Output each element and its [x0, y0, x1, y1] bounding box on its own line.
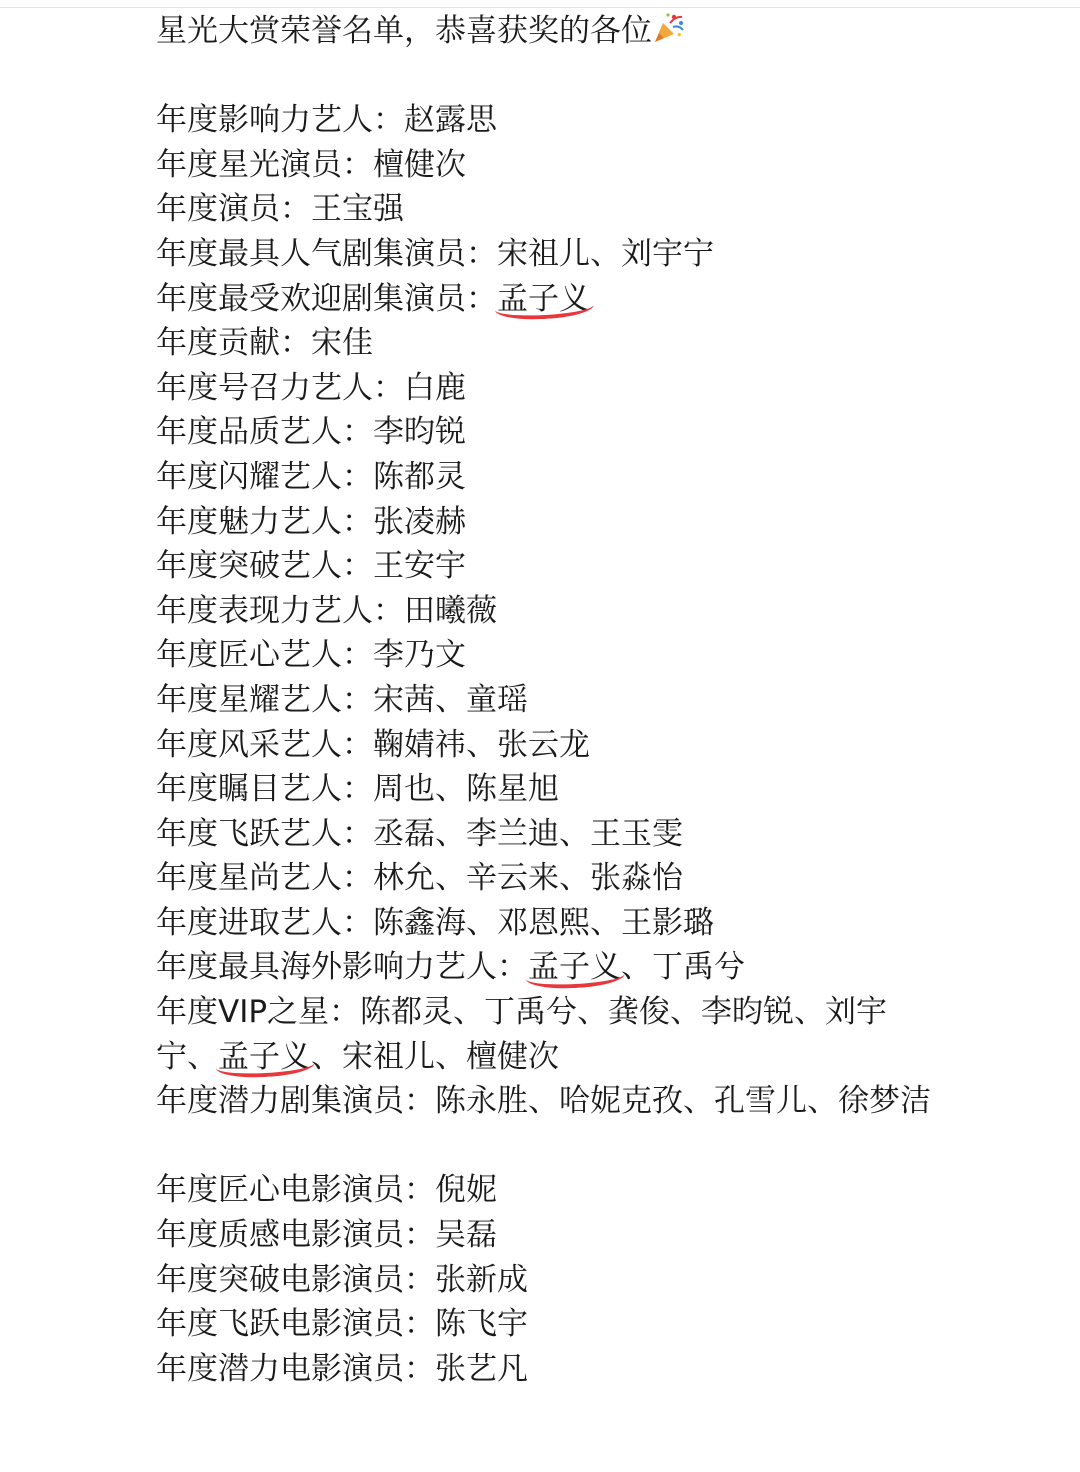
award-title: 年度星尚艺人：	[156, 860, 373, 897]
winner-name: 陈飞宇	[435, 1306, 528, 1343]
award-title: 年度演员：	[156, 191, 311, 228]
award-vip	[156, 990, 956, 1079]
separator: 、	[466, 726, 497, 763]
award-title: 年度星光演员：	[156, 146, 373, 183]
award-row	[156, 500, 956, 545]
winner-name: 丞磊	[373, 815, 435, 852]
award-row	[156, 277, 956, 322]
winner-name: 宋佳	[311, 325, 373, 362]
top-border	[0, 0, 1080, 8]
winner-name: 宋茜	[373, 681, 435, 718]
award-list-film	[156, 1168, 956, 1391]
award-row	[156, 812, 956, 857]
winner-name: 李兰迪	[466, 815, 559, 852]
award-row	[156, 589, 956, 634]
award-title: 年度贡献：	[156, 325, 311, 362]
separator: 、	[311, 1038, 342, 1075]
award-row	[156, 544, 956, 589]
award-row	[156, 723, 956, 768]
winner-name: 檀健次	[373, 146, 466, 183]
winner-name: 宋祖儿	[497, 235, 590, 272]
separator: 、	[559, 815, 590, 852]
award-title: 年度飞跃艺人：	[156, 815, 373, 852]
winner-name: 王玉雯	[590, 815, 683, 852]
award-row	[156, 1347, 956, 1392]
separator: 、	[435, 681, 466, 718]
award-title: 年度魅力艺人：	[156, 503, 373, 540]
award-row	[156, 232, 956, 277]
winner-name: 张凌赫	[373, 503, 466, 540]
award-title: 年度潜力电影演员：	[156, 1350, 435, 1387]
winner-name: 白鹿	[404, 369, 466, 406]
winner-name: 丁禹兮	[652, 949, 745, 986]
separator: 、	[590, 904, 621, 941]
winner-name: 张淼怡	[590, 860, 683, 897]
award-title: 年度突破艺人：	[156, 548, 373, 585]
award-title: 年度品质艺人：	[156, 414, 373, 451]
winner-name: 赵露思	[404, 102, 497, 139]
winner-name: 龚俊	[608, 994, 671, 1031]
winner-name: 宋祖儿	[342, 1038, 435, 1075]
award-title: 年度匠心艺人：	[156, 637, 373, 674]
award-title: 年度闪耀艺人：	[156, 458, 373, 495]
award-row	[156, 990, 946, 1079]
winner-name: 李乃文	[373, 637, 466, 674]
award-row	[156, 1168, 956, 1213]
winner-name: 张艺凡	[435, 1350, 528, 1387]
award-title: 年度进取艺人：	[156, 904, 373, 941]
award-title: 年度潜力剧集演员：	[156, 1083, 435, 1120]
winner-name-highlighted: 孟子义	[218, 1035, 311, 1080]
winner-name: 张新成	[435, 1261, 528, 1298]
award-row	[156, 143, 956, 188]
award-title: 年度表现力艺人：	[156, 592, 404, 629]
separator: 、	[807, 1083, 838, 1120]
winner-name: 田曦薇	[404, 592, 497, 629]
spacer	[156, 54, 956, 99]
party-popper-icon	[652, 11, 686, 45]
award-row	[156, 678, 956, 723]
winner-name: 吴磊	[435, 1217, 497, 1254]
winner-name: 孔雪儿	[714, 1083, 807, 1120]
winner-name: 徐梦洁	[838, 1083, 931, 1120]
winner-name-highlighted: 孟子义	[528, 945, 621, 990]
award-row	[156, 410, 956, 455]
award-row	[156, 1213, 956, 1258]
winner-name: 周也	[373, 771, 435, 808]
winner-name: 李昀锐	[701, 994, 795, 1031]
award-potential	[156, 1079, 956, 1124]
award-row	[156, 187, 956, 232]
separator: 、	[435, 815, 466, 852]
award-title: 年度最具人气剧集演员：	[156, 235, 497, 272]
winner-name: 刘宇宁	[156, 994, 888, 1075]
award-title: 年度瞩目艺人：	[156, 771, 373, 808]
award-title: 年度飞跃电影演员：	[156, 1306, 435, 1343]
separator: 、	[435, 860, 466, 897]
winner-name: 陈星旭	[466, 771, 559, 808]
award-title: 年度质感电影演员：	[156, 1217, 435, 1254]
winner-name: 檀健次	[466, 1038, 559, 1075]
award-title: 年度风采艺人：	[156, 726, 373, 763]
award-row	[156, 366, 956, 411]
winner-name: 邓恩熙	[497, 904, 590, 941]
winner-name-highlighted: 孟子义	[497, 277, 590, 322]
separator: 、	[453, 994, 485, 1031]
separator: 、	[794, 994, 826, 1031]
winner-name: 林允	[373, 860, 435, 897]
winner-name: 陈都灵	[360, 994, 454, 1031]
award-row	[156, 633, 956, 678]
award-document	[156, 9, 956, 1391]
winner-name: 鞠婧祎	[373, 726, 466, 763]
award-row	[156, 856, 956, 901]
winner-name: 童瑶	[466, 681, 528, 718]
award-row	[156, 901, 956, 946]
award-row	[156, 321, 956, 366]
winner-name: 陈永胜	[435, 1083, 528, 1120]
winner-name: 李昀锐	[373, 414, 466, 451]
award-row	[156, 1079, 946, 1124]
award-row	[156, 945, 956, 990]
award-title: 年度影响力艺人：	[156, 102, 404, 139]
winner-name: 倪妮	[435, 1172, 497, 1209]
winner-name: 张云龙	[497, 726, 590, 763]
separator: 、	[670, 994, 702, 1031]
winner-name: 丁禹兮	[484, 994, 578, 1031]
winner-name: 陈都灵	[373, 458, 466, 495]
separator: 、	[435, 771, 466, 808]
award-title: 年度最具海外影响力艺人：	[156, 949, 528, 986]
winner-name: 辛云来	[466, 860, 559, 897]
award-row	[156, 1258, 956, 1303]
separator: 、	[528, 1083, 559, 1120]
separator: 、	[466, 904, 497, 941]
separator: 、	[559, 860, 590, 897]
award-title: 年度VIP之星：	[156, 994, 361, 1031]
award-row	[156, 455, 956, 500]
separator: 、	[590, 235, 621, 272]
separator: 、	[187, 1038, 218, 1075]
separator: 、	[577, 994, 609, 1031]
award-title: 年度星耀艺人：	[156, 681, 373, 718]
winner-name: 王安宇	[373, 548, 466, 585]
award-row	[156, 98, 956, 143]
award-list-main	[156, 98, 956, 990]
award-row	[156, 767, 956, 812]
separator: 、	[435, 1038, 466, 1075]
award-title: 年度最受欢迎剧集演员：	[156, 280, 497, 317]
separator: 、	[621, 949, 652, 986]
separator: 、	[683, 1083, 714, 1120]
winner-name: 陈鑫海	[373, 904, 466, 941]
winner-name: 王影璐	[621, 904, 714, 941]
winner-name: 刘宇宁	[621, 235, 714, 272]
award-title: 年度号召力艺人：	[156, 369, 404, 406]
document-title: 星光大赏荣誉名单，恭喜获奖的各位	[156, 9, 956, 54]
award-row	[156, 1302, 956, 1347]
winner-name: 王宝强	[311, 191, 404, 228]
spacer	[156, 1124, 956, 1169]
winner-name: 哈妮克孜	[559, 1083, 683, 1120]
award-title: 年度匠心电影演员：	[156, 1172, 435, 1209]
award-title: 年度突破电影演员：	[156, 1261, 435, 1298]
